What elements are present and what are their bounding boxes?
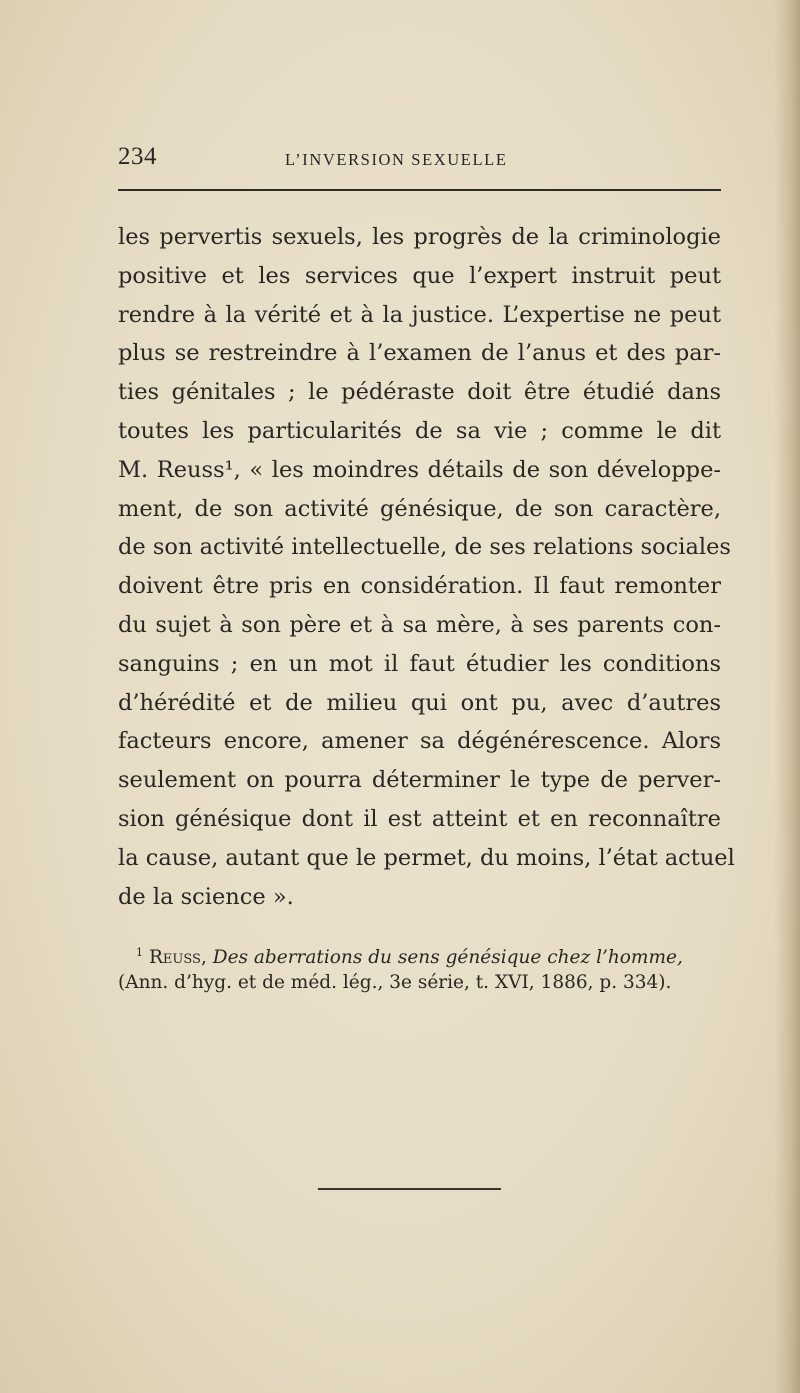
text-line: ties génitales ; le pédéraste doit être étudié dans xyxy=(118,379,721,406)
footnote-marker: 1 xyxy=(136,946,143,959)
text-line: doivent être pris en considération. Il faut remonter xyxy=(118,573,721,600)
running-title: L’INVERSION SEXUELLE xyxy=(285,150,508,169)
text-line: plus se restreindre à l’examen de l’anus et des par- xyxy=(118,340,721,367)
body-text xyxy=(118,218,735,916)
text-line: de son activité intellectuelle, de ses relations sociales xyxy=(118,534,731,561)
page-edge-shadow xyxy=(774,0,800,1393)
footnote-line-2: (Ann. d’hyg. et de méd. lég., 3e série, t. XVI, 1886, p. 334). xyxy=(118,972,672,993)
header-rule xyxy=(118,189,721,191)
page-number: 234 xyxy=(118,143,157,170)
text-line: facteurs encore, amener sa dégénérescence. Alors xyxy=(118,728,721,755)
text-line: la cause, autant que le permet, du moins, l’état actuel xyxy=(118,844,735,871)
footnote-title: Des aberrations du sens génésique chez l’homme, xyxy=(212,947,683,968)
text-line: sanguins ; en un mot il faut étudier les conditions xyxy=(118,650,721,677)
page-header xyxy=(118,143,721,179)
text-line: ment, de son activité génésique, de son caractère, xyxy=(118,495,721,522)
footnote xyxy=(118,938,721,998)
text-line: d’hérédité et de milieu qui ont pu, avec d’autres xyxy=(118,689,721,716)
text-line: rendre à la vérité et à la justice. L’expertise ne peut xyxy=(118,301,721,328)
text-line: seulement on pourra déterminer le type de perver- xyxy=(118,767,721,794)
text-line: du sujet à son père et à sa mère, à ses parents con- xyxy=(118,611,721,638)
footnote-author: Reuss xyxy=(149,947,201,968)
text-line: toutes les particularités de sa vie ; comme le dit xyxy=(118,417,721,444)
text-line: positive et les services que l’expert instruit peut xyxy=(118,262,721,289)
text-line-last: de la science ». xyxy=(118,883,294,910)
text-line: les pervertis sexuels, les progrès de la criminologie xyxy=(118,224,721,250)
footnote-line-1 xyxy=(118,938,721,968)
text-line: M. Reuss¹, « les moindres détails de son développe- xyxy=(118,456,721,483)
text-line: sion génésique dont il est atteint et en reconnaître xyxy=(118,805,721,832)
footnote-separator: , xyxy=(200,947,213,968)
bottom-rule xyxy=(318,1188,501,1190)
